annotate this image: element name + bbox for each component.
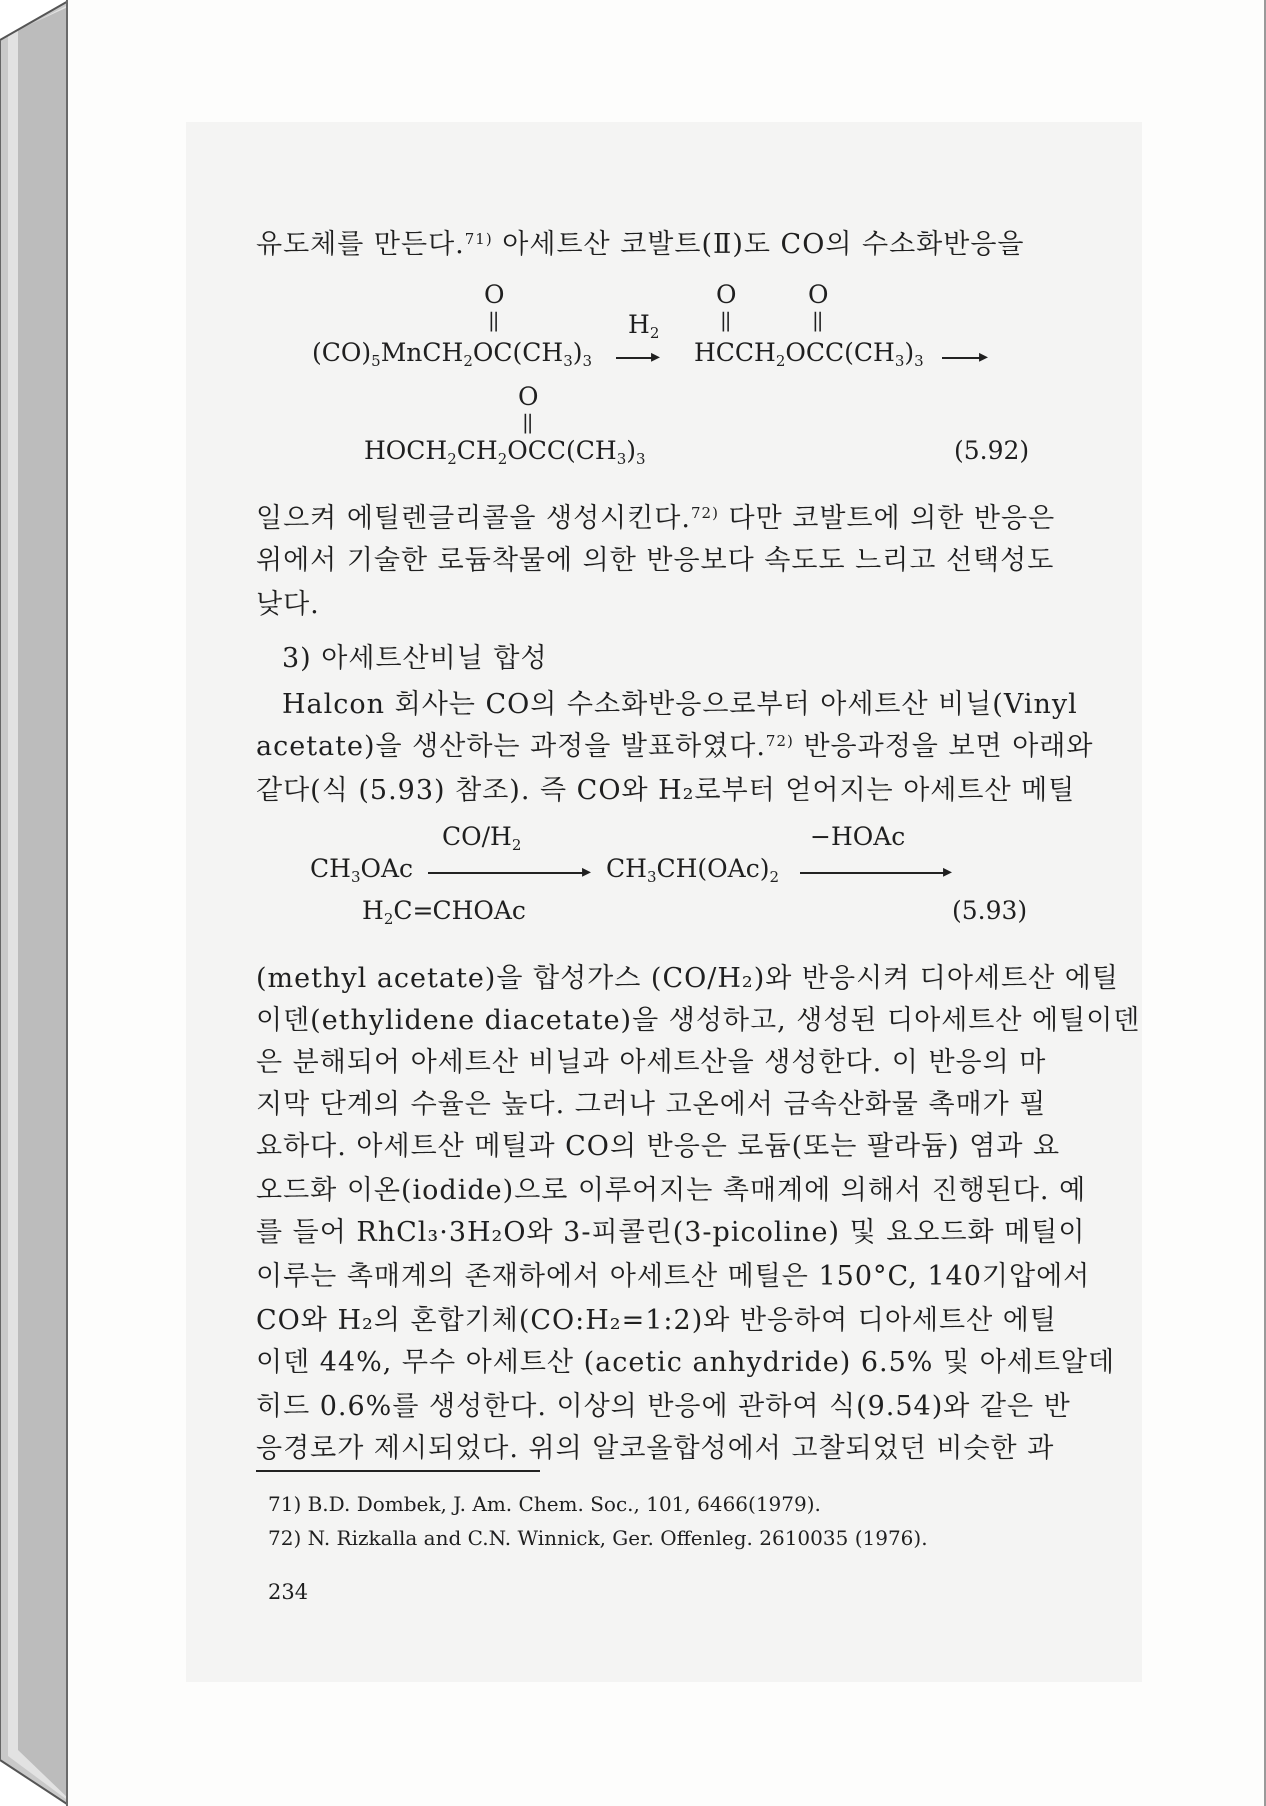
equation-number: (5.93)	[952, 896, 1028, 925]
footnote-ref-71: 71)	[464, 230, 493, 248]
arrow-head: ▸	[979, 346, 989, 367]
arrow-head: ▸	[943, 861, 953, 882]
body-line-2: 일으켜 에틸렌글리콜을 생성시킨다.$^{72)}$ 다만 코발트에 의한 반응은	[256, 503, 1056, 534]
footnote-ref-72: 72)	[690, 504, 719, 522]
carbonyl-oxygen: O	[518, 382, 539, 411]
reaction-arrow	[428, 872, 586, 874]
book-edge	[0, 0, 72, 1806]
double-bond: =	[412, 896, 433, 925]
body-line-6: acetate)을 생산하는 과정을 발표하였다.$^{72)}$ 반응과정을 보면 아래와	[256, 731, 1094, 762]
body-line-7: 같다(식 (5.93) 참조). 즉 CO와 H₂로부터 얻어지는 아세트산 메틸	[256, 775, 1076, 806]
eq593-reactant: $CH_3OAc$	[310, 854, 414, 886]
body-line-15: 이루는 촉매계의 존재하에서 아세트산 메틸은 150°C, 140기압에서	[256, 1261, 1091, 1292]
footnote-ref-72: 72)	[765, 732, 794, 750]
body-line-1: 유도체를 만든다.$^{71)}$ 아세트산 코발트(Ⅱ)도 CO의 수소화반응을	[256, 229, 1025, 260]
eq593-reagent-1: $CO/H_2$	[442, 822, 522, 854]
footnote-72: 72) N. Rizkalla and C.N. Winnick, Ger. Offenleg. 2610035 (1976).	[268, 1526, 928, 1550]
body-line-10: 은 분해되어 아세트산 비닐과 아세트산을 생성한다. 이 반응의 마	[256, 1047, 1047, 1078]
carbonyl-oxygen: O	[716, 280, 737, 309]
eq592-product-2: $HOCH_2CH_2OCC(CH_3)_3$	[364, 436, 646, 468]
double-bond: ||	[488, 308, 498, 332]
page-number: 234	[268, 1580, 309, 1604]
body-line-9: 이덴(ethylidene diacetate)을 생성하고, 생성된 디아세트산 에틸이덴	[256, 1005, 1141, 1036]
double-bond: ||	[812, 308, 822, 332]
body-line-16: CO와 H₂의 혼합기체(CO:H₂=1:2)와 반응하여 디아세트산 에틸	[256, 1305, 1057, 1336]
body-line-5: Halcon 회사는 CO의 수소화반응으로부터 아세트산 비닐(Vinyl	[282, 689, 1078, 720]
eq592-reactant: $(CO)_5MnCH_2OC(CH_3)_3$	[312, 338, 593, 370]
carbonyl-oxygen: O	[484, 280, 505, 309]
body-line-12: 요하다. 아세트산 메틸과 CO의 반응은 로듐(또는 팔라듐) 염과 요	[256, 1131, 1061, 1162]
body-line-3: 위에서 기술한 로듐착물에 의한 반응보다 속도도 느리고 선택성도	[256, 545, 1055, 576]
double-bond: ||	[522, 410, 532, 434]
body-line-14: 를 들어 RhCl₃·3H₂O와 3-피콜린(3-picoline) 및 요오드화 메틸이	[256, 1217, 1086, 1248]
footnote-rule	[256, 1470, 540, 1472]
arrow-head: ▸	[582, 861, 592, 882]
section-heading: 3) 아세트산비닐 합성	[282, 643, 548, 674]
eq592-reagent: $H_2$	[628, 310, 660, 342]
reaction-arrow	[616, 357, 656, 359]
equation-number: (5.92)	[954, 436, 1030, 465]
reaction-arrow	[942, 357, 984, 359]
reaction-arrow	[800, 872, 948, 874]
body-line-13: 오드화 이온(iodide)으로 이루어지는 촉매계에 의해서 진행된다. 예	[256, 1175, 1087, 1206]
body-line-8: (methyl acetate)을 합성가스 (CO/H₂)와 반응시켜 디아세트산 에틸	[256, 963, 1119, 994]
body-line-17: 이덴 44%, 무수 아세트산 (acetic anhydride) 6.5% 및 아세트알데	[256, 1347, 1116, 1378]
double-bond: ||	[720, 308, 730, 332]
body-line-19: 응경로가 제시되었다. 위의 알코올합성에서 고찰되었던 비슷한 과	[256, 1433, 1055, 1464]
body-line-11: 지막 단계의 수율은 높다. 그러나 고온에서 금속산화물 촉매가 필	[256, 1089, 1047, 1120]
arrow-head: ▸	[651, 346, 661, 367]
footnote-71: 71) B.D. Dombek, J. Am. Chem. Soc., 101, 6466(1979).	[268, 1492, 821, 1516]
eq593-product: $H_2C=CHOAc$	[362, 896, 526, 928]
body-line-4: 낮다.	[256, 589, 320, 620]
body-line-18: 히드 0.6%를 생성한다. 이상의 반응에 관하여 식(9.54)와 같은 반	[256, 1391, 1071, 1422]
eq593-intermediate: $CH_3CH(OAc)_2$	[606, 854, 780, 886]
eq592-product-1: $HCCH_2OCC(CH_3)_3$	[694, 338, 924, 370]
carbonyl-oxygen: O	[808, 280, 829, 309]
eq593-reagent-2: −HOAc	[810, 822, 906, 851]
